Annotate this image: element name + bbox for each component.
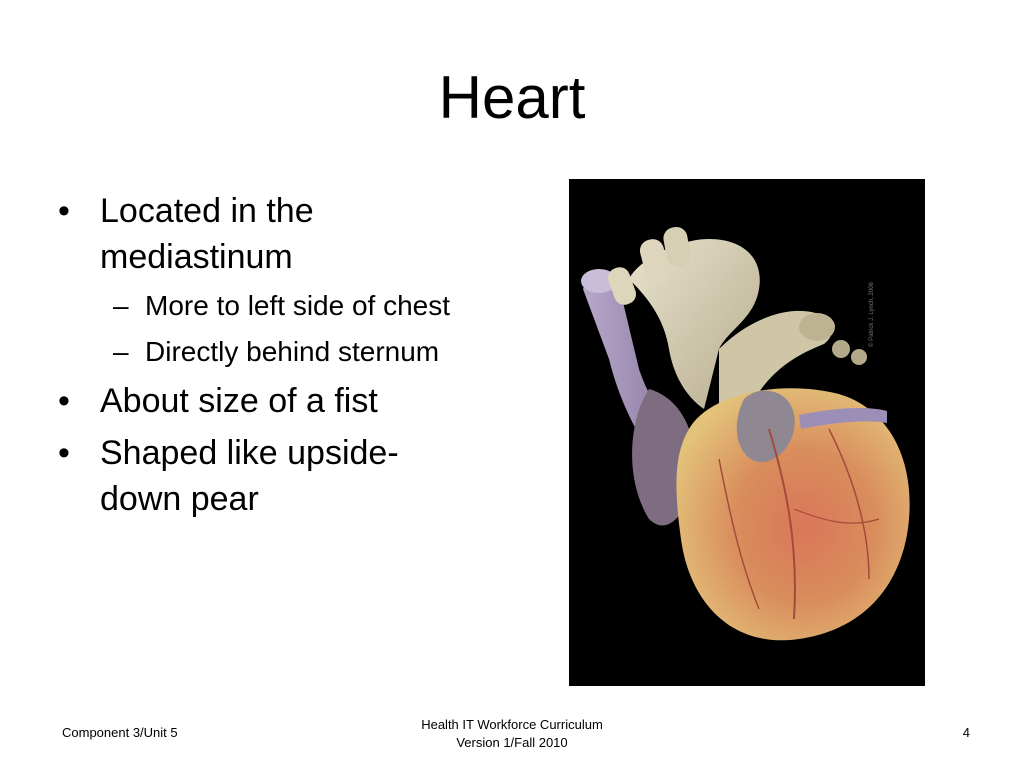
bullet-item	[56, 378, 476, 424]
heart-illustration	[569, 179, 925, 686]
dash-glyph: –	[113, 290, 129, 321]
heart-drawing	[569, 179, 925, 686]
sub-bullet-item	[56, 332, 476, 372]
bullet-glyph: •	[58, 434, 70, 472]
sub-bullet-item	[56, 286, 476, 326]
bullet-item	[56, 188, 476, 280]
bullet-text: About size of a fist	[100, 382, 378, 420]
bullet-text: Shaped like upside-down pear	[100, 434, 399, 518]
bullet-list	[56, 188, 476, 528]
bullet-glyph: •	[58, 382, 70, 420]
dash-glyph: –	[113, 336, 129, 367]
illustration-credit: © Patrick J. Lynch, 2006	[869, 282, 875, 347]
bullet-item	[56, 430, 476, 522]
page-number: 4	[962, 725, 970, 740]
sub-bullet-text: Directly behind sternum	[145, 336, 440, 367]
bullet-glyph: •	[58, 192, 70, 230]
footer-version: Version 1/Fall 2010	[456, 735, 568, 750]
footer-curriculum-title: Health IT Workforce Curriculum	[421, 717, 603, 732]
sub-bullet-text: More to left side of chest	[145, 290, 451, 321]
footer-curriculum	[312, 716, 712, 752]
bullet-text: Located in the mediastinum	[100, 192, 314, 276]
footer-component: Component 3/Unit 5	[62, 725, 178, 740]
slide-title: Heart	[438, 64, 586, 131]
